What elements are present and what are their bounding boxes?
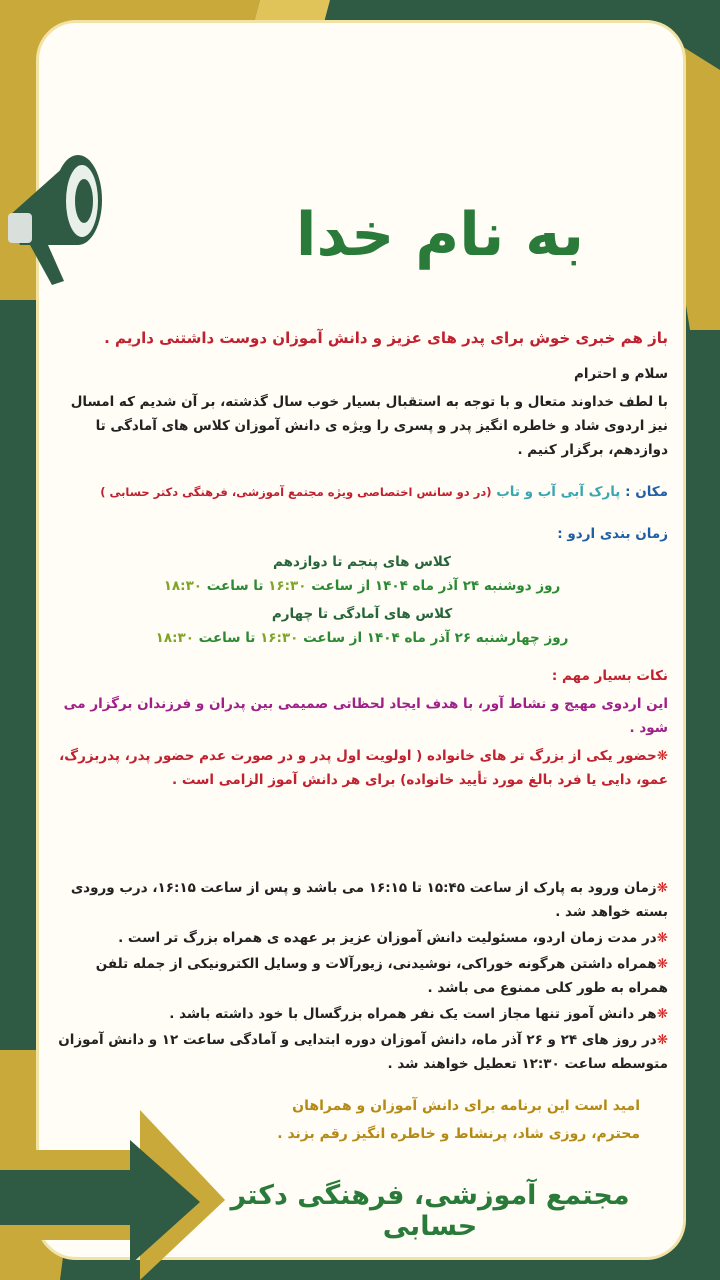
closing-text: امید است این برنامه برای دانش آموزان و همراهان محترم، روزی شاد، پرنشاط و خاطره انگیز رقم بزند . bbox=[277, 1098, 640, 1142]
notes-purpose: این اردوی مهیج و نشاط آور، با هدف ایجاد لحظاتی صمیمی بین پدران و فرزندان برگزار می شود . bbox=[63, 696, 668, 736]
location-label: مکان : bbox=[625, 484, 668, 500]
notes-label: نکات بسیار مهم : bbox=[551, 668, 668, 684]
rule-item: ❋هر دانش آموز تنها مجاز است یک نفر همراه بزرگسال با خود داشته باشد . bbox=[169, 1006, 668, 1022]
announcement-body bbox=[56, 326, 668, 1078]
bullet-icon: ❋ bbox=[656, 956, 668, 972]
signature: مجتمع آموزشی، فرهنگی دکتر حسابی bbox=[230, 1180, 630, 1242]
page-title: به نام خدا bbox=[295, 200, 585, 270]
greeting: سلام و احترام bbox=[574, 366, 668, 382]
bullet-icon: ❋ bbox=[656, 1006, 668, 1022]
schedule-group-2-classes: کلاس های آمادگی تا چهارم bbox=[271, 606, 453, 622]
bullet-icon: ❋ bbox=[656, 1032, 668, 1048]
schedule-group-1-time: روز دوشنبه ۲۴ آذر ماه ۱۴۰۴ از ساعت ۱۶:۳۰ تا ساعت ۱۸:۳۰ bbox=[163, 578, 561, 594]
megaphone-icon bbox=[0, 145, 140, 305]
notes-presence: ❋حضور یکی از بزرگ تر های خانواده ( اولویت اول پدر و در صورت عدم حضور پدر، پدربزرگ، عمو، دایی یا فرد بالغ مورد تأیید خانواده) برای هر دانش آموز الزامی است . bbox=[59, 748, 668, 788]
location-note: (در دو سانس اختصاصی ویژه مجتمع آموزشی، فرهنگی دکتر حسابی ) bbox=[100, 485, 492, 499]
schedule-group-1-classes: کلاس های پنجم تا دوازدهم bbox=[273, 554, 451, 570]
rule-item: ❋زمان ورود به پارک از ساعت ۱۵:۴۵ تا ۱۶:۱۵ می باشد و پس از ساعت ۱۶:۱۵، درب ورودی بسته خواهد شد . bbox=[70, 880, 668, 920]
arrow-icon bbox=[0, 1090, 230, 1280]
rule-item: ❋در روز های ۲۴ و ۲۶ آذر ماه، دانش آموزان دوره ابتدایی و آمادگی ساعت ۱۲ و دانش آموزان متوسطه ساعت ۱۲:۳۰ تعطیل خواهند شد . bbox=[58, 1032, 668, 1072]
bullet-icon: ❋ bbox=[656, 880, 668, 896]
body-text: با لطف خداوند متعال و با توجه به استقبال بسیار خوب سال گذشته، بر آن شدیم که امسال نیز اردوی شاد و خاطره انگیز پدر و پسری را ویژه ی دانش آموزان کلاس های آمادگی تا دوازدهم، برگزار کنیم . bbox=[70, 394, 668, 458]
location-place: پارک آبی آب و تاب bbox=[496, 484, 621, 500]
bullet-icon: ❋ bbox=[656, 748, 668, 764]
intro-text: باز هم خبری خوش برای پدر های عزیز و دانش آموزان دوست داشتنی داریم . bbox=[104, 329, 668, 347]
rule-item: ❋همراه داشتن هرگونه خوراکی، نوشیدنی، زیورآلات و وسایل الکترونیکی از جمله تلفن همراه به طور کلی ممنوع می باشد . bbox=[95, 956, 668, 996]
bullet-icon: ❋ bbox=[656, 930, 668, 946]
rule-item: ❋در مدت زمان اردو، مسئولیت دانش آموزان عزیز بر عهده ی همراه بزرگ تر است . bbox=[118, 930, 668, 946]
location-line bbox=[56, 480, 668, 504]
schedule-group-2-time: روز چهارشنبه ۲۶ آذر ماه ۱۴۰۴ از ساعت ۱۶:۳۰ تا ساعت ۱۸:۳۰ bbox=[155, 630, 569, 646]
schedule-label: زمان بندی اردو : bbox=[557, 526, 668, 542]
